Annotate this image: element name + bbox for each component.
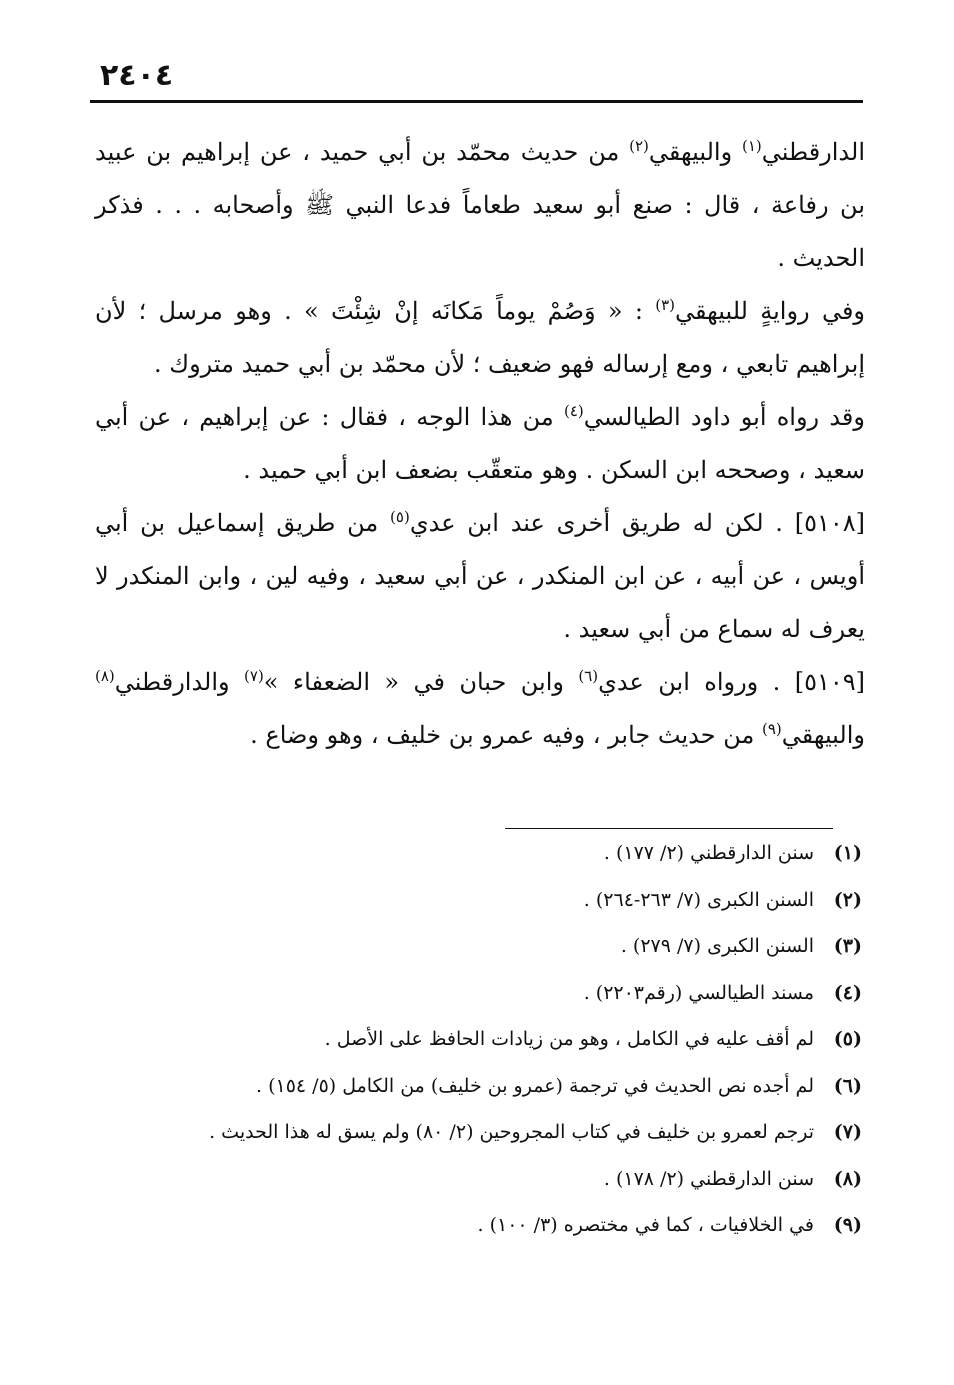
footnote-item bbox=[102, 1016, 862, 1063]
footnote-text: لم أقف عليه في الكامل ، وهو من زيادات الحافظ على الأصل . bbox=[324, 1028, 814, 1050]
text-span: وقد رواه أبو داود الطيالسي bbox=[583, 403, 865, 431]
footnote-item bbox=[102, 1156, 862, 1203]
text-span: الدارقطني bbox=[761, 138, 866, 166]
footnote-item bbox=[102, 877, 862, 924]
footnote-ref[interactable]: (٨) bbox=[95, 667, 115, 685]
footnote-ref[interactable]: (٢) bbox=[629, 137, 649, 155]
footnote-number: (٥) bbox=[833, 1028, 862, 1050]
footnote-separator bbox=[505, 828, 833, 829]
footnote-text: في الخلافيات ، كما في مختصره (٣/ ١٠٠) . bbox=[477, 1214, 814, 1236]
footnotes-list bbox=[102, 830, 862, 1249]
footnote-item bbox=[102, 1063, 862, 1110]
footnote-number: (١) bbox=[833, 842, 862, 864]
text-span: من هذا الوجه ، فقال : عن إبراهيم ، عن أبي سعيد ، وصححه ابن السكن . وهو متعقّب بضعف ابن أبي حميد . bbox=[95, 403, 865, 484]
footnote-item bbox=[102, 970, 862, 1017]
footnote-text: سنن الدارقطني (٢/ ١٧٨) . bbox=[603, 1167, 814, 1190]
text-span: وفي روايةٍ للبيهقي bbox=[675, 297, 866, 325]
footnote-number: (٤) bbox=[833, 981, 862, 1004]
text-span: من حديث جابر ، وفيه عمرو بن خليف ، وهو وضاع . bbox=[250, 721, 762, 749]
footnote-number: (٧) bbox=[833, 1121, 862, 1143]
footnote-text: سنن الدارقطني (٢/ ١٧٧) . bbox=[603, 842, 814, 864]
footnote-ref[interactable]: (٣) bbox=[655, 296, 676, 314]
footnote-number: (٢) bbox=[833, 888, 862, 911]
text-span: : « وَصُمْ يوماً مَكانَه إنْ شِئْتَ » . وهو مرسل ؛ لأن إبراهيم تابعي ، ومع إرساله فهو ضعيف ؛ لأن محمّد بن أبي حميد متروك . bbox=[95, 297, 865, 378]
footnote-text: ترجم لعمرو بن خليف في كتاب المجروحين (٢/ ٨٠) ولم يسق له هذا الحديث . bbox=[209, 1121, 814, 1143]
paragraph-3 bbox=[95, 391, 865, 497]
footnote-ref[interactable]: (١) bbox=[741, 137, 762, 155]
footnote-text: السنن الكبرى (٧/ ٢٦٣-٢٦٤) . bbox=[583, 888, 814, 911]
footnote-item bbox=[102, 923, 862, 970]
footnote-ref[interactable]: (٦) bbox=[578, 667, 599, 685]
text-span: من حديث محمّد بن أبي حميد ، عن إبراهيم بن عبيد بن رفاعة ، قال : صنع أبو سعيد طعاماً فدعا النبي ﷺ وأصحابه . . . فذكر الحديث . bbox=[95, 138, 865, 272]
footnote-item bbox=[102, 830, 862, 877]
footnote-ref[interactable]: (٧) bbox=[244, 667, 264, 685]
text-span: من طريق إسماعيل بن أبي أويس ، عن أبيه ، عن ابن المنكدر ، عن أبي سعيد ، وفيه لين ، وابن المنكدر لا يعرف له سماع من أبي سعيد . bbox=[95, 509, 865, 643]
footnote-ref[interactable]: (٩) bbox=[761, 720, 782, 738]
footnote-item bbox=[102, 1109, 862, 1156]
footnote-number: (٦) bbox=[833, 1074, 862, 1097]
footnote-text: السنن الكبرى (٧/ ٢٧٩) . bbox=[620, 935, 814, 957]
main-text bbox=[95, 126, 865, 762]
footnote-ref[interactable]: (٥) bbox=[390, 508, 410, 526]
footnote-number: (٣) bbox=[833, 935, 862, 957]
footnote-number: (٩) bbox=[833, 1214, 862, 1236]
paragraph-5 bbox=[95, 656, 865, 762]
text-span: والدارقطني bbox=[114, 668, 245, 696]
paragraph-4 bbox=[95, 497, 865, 656]
text-span: وابن حبان في « الضعفاء » bbox=[263, 668, 579, 696]
footnote-item bbox=[102, 1202, 862, 1249]
text-span: والبيهقي bbox=[781, 721, 865, 749]
paragraph-1 bbox=[95, 126, 865, 285]
footnote-number: (٨) bbox=[833, 1167, 862, 1190]
footnote-text: مسند الطيالسي (رقم٢٢٠٣) . bbox=[583, 981, 814, 1004]
text-span: [٥١٠٨] . لكن له طريق أخرى عند ابن عدي bbox=[409, 509, 866, 537]
footnote-text: لم أجده نص الحديث في ترجمة (عمرو بن خليف) من الكامل (٥/ ١٥٤) . bbox=[255, 1074, 814, 1097]
text-span: [٥١٠٩] . ورواه ابن عدي bbox=[598, 668, 865, 696]
text-span: والبيهقي bbox=[648, 138, 742, 166]
paragraph-2 bbox=[95, 285, 865, 391]
footnote-ref[interactable]: (٤) bbox=[563, 402, 584, 420]
page-number: ٢٤٠٤ bbox=[100, 58, 174, 93]
header-rule bbox=[90, 100, 863, 103]
